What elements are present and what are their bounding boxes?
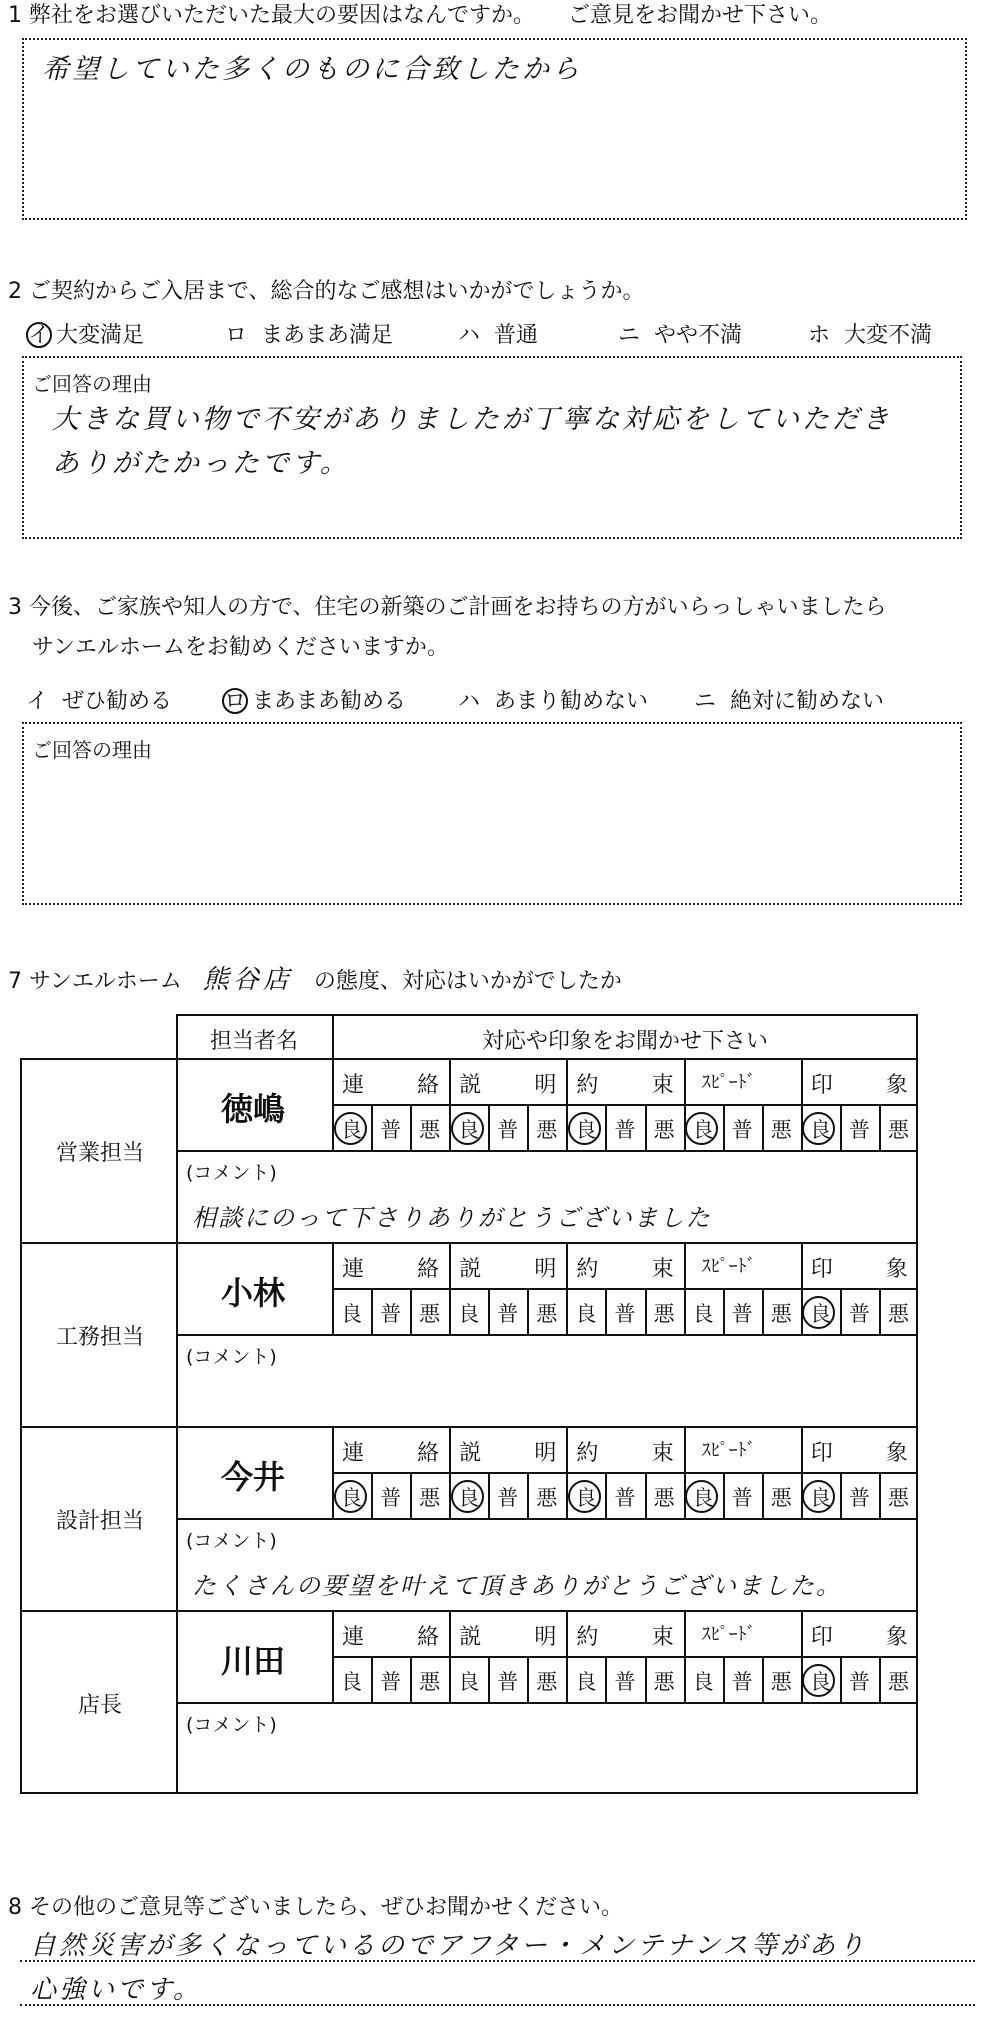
rating-option[interactable]: 悪 <box>419 1486 441 1510</box>
rating-option[interactable]: 普 <box>731 1118 753 1142</box>
rating-option[interactable]: 普 <box>614 1486 636 1510</box>
q7-prefix: 7 サンエルホーム <box>8 969 182 994</box>
q2-option-i-label: 大変満足 <box>56 323 145 348</box>
rating-option[interactable]: 悪 <box>770 1118 792 1142</box>
q3-option-ni-label: 絶対に勧めない <box>730 689 885 714</box>
q3-option-ni[interactable] <box>694 684 884 715</box>
category-label-a: ｽﾋﾟｰﾄﾞ <box>701 1440 756 1461</box>
q2-reason-line-2: ありがたかったです。 <box>52 448 350 479</box>
q2-option-ha[interactable] <box>458 318 538 349</box>
category-label <box>801 1436 918 1467</box>
q3-option-ro-key: ロ <box>224 689 247 714</box>
category-label <box>684 1620 801 1646</box>
rating-option[interactable]: 普 <box>614 1118 636 1142</box>
rating-option[interactable]: 普 <box>380 1670 402 1694</box>
category-label-a: 連 <box>342 1441 365 1466</box>
q1-answer-box <box>22 38 967 220</box>
header-person: 担当者名 <box>209 1029 298 1054</box>
category-label-b: 束 <box>651 1073 674 1098</box>
rating-option[interactable]: 悪 <box>536 1486 558 1510</box>
row-divider <box>20 1426 918 1428</box>
comment-label: (コメント) <box>186 1346 277 1368</box>
category-label <box>566 1068 683 1099</box>
category-label-b: 束 <box>651 1625 674 1650</box>
rating-option[interactable]: 良 <box>333 1482 371 1512</box>
category-label-b: 絡 <box>417 1441 440 1466</box>
q8-answer-line-2: 心強いです。 <box>30 1975 202 2005</box>
rating-option[interactable]: 悪 <box>770 1302 792 1326</box>
q3-option-ni-key: ニ <box>694 689 717 714</box>
rating-option[interactable]: 良 <box>692 1302 714 1326</box>
person-name: 小林 <box>220 1274 285 1312</box>
category-label-a: 約 <box>576 1625 599 1650</box>
category-label-a: 印 <box>810 1625 833 1650</box>
q1-answer-text: 希望していた多くのものに合致したから <box>42 54 582 85</box>
category-label <box>332 1252 449 1283</box>
rating-option[interactable]: 良 <box>450 1482 488 1512</box>
person-name: 川田 <box>220 1642 285 1680</box>
category-label-b: 象 <box>885 1257 908 1282</box>
rating-option[interactable]: 良 <box>801 1666 839 1696</box>
category-label-b: 束 <box>651 1441 674 1466</box>
rating-option[interactable]: 悪 <box>419 1670 441 1694</box>
rating-option[interactable]: 悪 <box>419 1118 441 1142</box>
q3-option-ha[interactable] <box>458 684 648 715</box>
rating-option[interactable]: 悪 <box>653 1302 675 1326</box>
rating-option[interactable]: 普 <box>380 1118 402 1142</box>
category-label-b: 明 <box>534 1073 557 1098</box>
dept-label: 設計担当 <box>55 1509 144 1534</box>
header-request: 対応や印象をお聞かせ下さい <box>481 1029 768 1054</box>
person-name: 徳嶋 <box>220 1090 285 1128</box>
q2-reason-box <box>22 356 962 539</box>
q2-option-ho-key: ホ <box>808 323 831 348</box>
q2-reason-line-1: 大きな買い物で不安がありましたが丁寧な対応をしていただき <box>52 404 892 435</box>
dept-label: 工務担当 <box>55 1325 144 1350</box>
q2-option-ro-label: まあまあ満足 <box>261 323 394 348</box>
category-label-b: 絡 <box>417 1073 440 1098</box>
category-label <box>566 1620 683 1651</box>
category-label-a: 説 <box>459 1257 482 1282</box>
q2-reason-label: ご回答の理由 <box>32 372 152 396</box>
category-label-b: 象 <box>885 1073 908 1098</box>
category-label <box>332 1620 449 1651</box>
dept-label: 営業担当 <box>55 1141 144 1166</box>
category-label <box>449 1620 566 1651</box>
category-label-a: 約 <box>576 1441 599 1466</box>
category-label <box>801 1620 918 1651</box>
q3-question-line-2: サンエルホームをお勧めくださいますか。 <box>32 635 449 660</box>
category-label-b: 明 <box>534 1441 557 1466</box>
rating-option[interactable]: 普 <box>614 1670 636 1694</box>
rating-option[interactable]: 悪 <box>887 1670 909 1694</box>
rating-option[interactable]: 普 <box>497 1486 519 1510</box>
category-label-a: ｽﾋﾟｰﾄﾞ <box>701 1256 756 1277</box>
rating-option[interactable]: 普 <box>848 1486 870 1510</box>
category-label-a: 連 <box>342 1073 365 1098</box>
rating-option[interactable]: 良 <box>692 1670 714 1694</box>
rating-option[interactable]: 普 <box>848 1302 870 1326</box>
q3-option-i-label: ぜひ勧める <box>62 689 173 714</box>
category-label <box>449 1252 566 1283</box>
category-label <box>449 1436 566 1467</box>
rating-option[interactable]: 普 <box>497 1302 519 1326</box>
q8-answer-line-1: 自然災害が多くなっているのでアフター・メンテナンス等があり <box>30 1931 868 1961</box>
rating-option[interactable]: 悪 <box>887 1486 909 1510</box>
q2-option-i[interactable] <box>26 318 144 349</box>
category-label-a: 印 <box>810 1257 833 1282</box>
rating-option[interactable]: 悪 <box>653 1118 675 1142</box>
rating-option[interactable]: 普 <box>848 1118 870 1142</box>
q3-reason-box <box>22 722 962 905</box>
category-label <box>801 1252 918 1283</box>
q3-option-ha-label: あまり勧めない <box>494 689 649 714</box>
category-label <box>684 1436 801 1462</box>
category-label-a: 連 <box>342 1625 365 1650</box>
rating-option[interactable]: 普 <box>380 1486 402 1510</box>
rating-option[interactable]: 普 <box>731 1670 753 1694</box>
rating-option[interactable]: 良 <box>567 1114 605 1144</box>
rating-option[interactable]: 普 <box>848 1670 870 1694</box>
rating-option[interactable]: 普 <box>380 1302 402 1326</box>
q2-option-ro-key: ロ <box>225 323 248 348</box>
q8-line-2 <box>20 2004 975 2006</box>
rating-option[interactable]: 普 <box>731 1486 753 1510</box>
rating-option[interactable]: 良 <box>575 1670 597 1694</box>
q3-option-ha-key: ハ <box>458 689 481 714</box>
comment-label: (コメント) <box>186 1714 277 1736</box>
category-label <box>801 1068 918 1099</box>
q3-options <box>0 684 1000 716</box>
category-label-a: ｽﾋﾟｰﾄﾞ <box>701 1072 756 1093</box>
q7-suffix: の態度、対応はいかがでしたか <box>313 969 622 994</box>
rating-option[interactable]: 悪 <box>887 1118 909 1142</box>
category-label <box>566 1436 683 1467</box>
rating-option[interactable]: 普 <box>497 1118 519 1142</box>
category-label-a: 印 <box>810 1441 833 1466</box>
category-label-b: 象 <box>885 1441 908 1466</box>
rating-option[interactable]: 悪 <box>536 1302 558 1326</box>
q2-option-i-key: イ <box>28 323 51 348</box>
q3-question-line-1: 3 今後、ご家族や知人の方で、住宅の新築のご計画をお持ちの方がいらっしゃいましたら <box>8 595 887 620</box>
rating-option[interactable]: 悪 <box>770 1670 792 1694</box>
q8-line-1 <box>20 1960 975 1962</box>
q3-option-i[interactable] <box>26 684 172 715</box>
category-label-b: 明 <box>534 1625 557 1650</box>
rating-option[interactable]: 良 <box>684 1114 722 1144</box>
q2-option-ro[interactable] <box>225 318 393 349</box>
q2-option-ha-key: ハ <box>458 323 481 348</box>
row-divider <box>20 1242 918 1244</box>
q2-option-ni-label: やや不満 <box>654 323 743 348</box>
q3-option-ro-label: まあまあ勧める <box>252 689 407 714</box>
comment-text: 相談にのって下さりありがとうございました <box>192 1204 712 1232</box>
category-label-a: 約 <box>576 1257 599 1282</box>
category-label <box>566 1252 683 1283</box>
q7-branch: 熊谷店 <box>202 965 293 995</box>
category-label-a: ｽﾋﾟｰﾄﾞ <box>701 1624 756 1645</box>
person-name: 今井 <box>220 1458 285 1496</box>
q2-option-ni[interactable] <box>618 318 742 349</box>
category-label-b: 絡 <box>417 1257 440 1282</box>
q2-options <box>0 318 1000 350</box>
rating-option[interactable]: 良 <box>450 1114 488 1144</box>
rating-option[interactable]: 良 <box>801 1482 839 1512</box>
q7-heading <box>8 962 622 998</box>
rating-option[interactable]: 良 <box>341 1670 363 1694</box>
category-label-a: 約 <box>576 1073 599 1098</box>
q2-option-ha-label: 普通 <box>494 323 539 348</box>
category-label-a: 説 <box>459 1073 482 1098</box>
q2-option-ho[interactable] <box>808 318 932 349</box>
category-label-a: 説 <box>459 1625 482 1650</box>
category-label <box>449 1068 566 1099</box>
category-label <box>684 1068 801 1094</box>
category-label-b: 絡 <box>417 1625 440 1650</box>
rating-option[interactable]: 良 <box>684 1482 722 1512</box>
category-label <box>684 1252 801 1278</box>
rating-option[interactable]: 悪 <box>536 1670 558 1694</box>
q2-option-ho-label: 大変不満 <box>844 323 933 348</box>
rating-option[interactable]: 良 <box>801 1298 839 1328</box>
rating-option[interactable]: 悪 <box>887 1302 909 1326</box>
row-divider <box>20 1610 918 1612</box>
rating-option[interactable]: 良 <box>458 1302 480 1326</box>
comment-text: たくさんの要望を叶えて頂きありがとうございました。 <box>192 1572 842 1600</box>
category-label-b: 明 <box>534 1257 557 1282</box>
rating-option[interactable]: 良 <box>575 1302 597 1326</box>
rating-option[interactable]: 悪 <box>419 1302 441 1326</box>
rating-option[interactable]: 良 <box>567 1482 605 1512</box>
category-label-a: 説 <box>459 1441 482 1466</box>
rating-option[interactable]: 悪 <box>770 1486 792 1510</box>
rating-option[interactable]: 良 <box>333 1114 371 1144</box>
category-label-a: 印 <box>810 1073 833 1098</box>
category-label-b: 象 <box>885 1625 908 1650</box>
rating-option[interactable]: 悪 <box>536 1118 558 1142</box>
q2-question: 2 ご契約からご入居まで、総合的なご感想はいかがでしょうか。 <box>8 279 645 304</box>
rating-option[interactable]: 普 <box>614 1302 636 1326</box>
rating-option[interactable]: 悪 <box>653 1486 675 1510</box>
category-label <box>332 1068 449 1099</box>
category-label-b: 束 <box>651 1257 674 1282</box>
q3-option-ro[interactable] <box>222 684 406 715</box>
q3-reason-label: ご回答の理由 <box>32 738 152 762</box>
category-label <box>332 1436 449 1467</box>
dept-label: 店長 <box>77 1693 122 1718</box>
rating-option[interactable]: 良 <box>458 1670 480 1694</box>
q2-option-ni-key: ニ <box>618 323 641 348</box>
rating-option[interactable]: 普 <box>497 1670 519 1694</box>
q3-option-i-key: イ <box>26 689 49 714</box>
rating-option[interactable]: 良 <box>341 1302 363 1326</box>
category-label-a: 連 <box>342 1257 365 1282</box>
comment-label: (コメント) <box>186 1530 277 1552</box>
comment-label: (コメント) <box>186 1162 277 1184</box>
rating-option[interactable]: 良 <box>801 1114 839 1144</box>
q1-question: 1 弊社をお選びいただいた最大の要因はなんですか。 ご意見をお聞かせ下さい。 <box>8 3 832 28</box>
rating-option[interactable]: 普 <box>731 1302 753 1326</box>
rating-option[interactable]: 悪 <box>653 1670 675 1694</box>
q8-question: 8 その他のご意見等ございましたら、ぜひお聞かせください。 <box>8 1895 623 1920</box>
